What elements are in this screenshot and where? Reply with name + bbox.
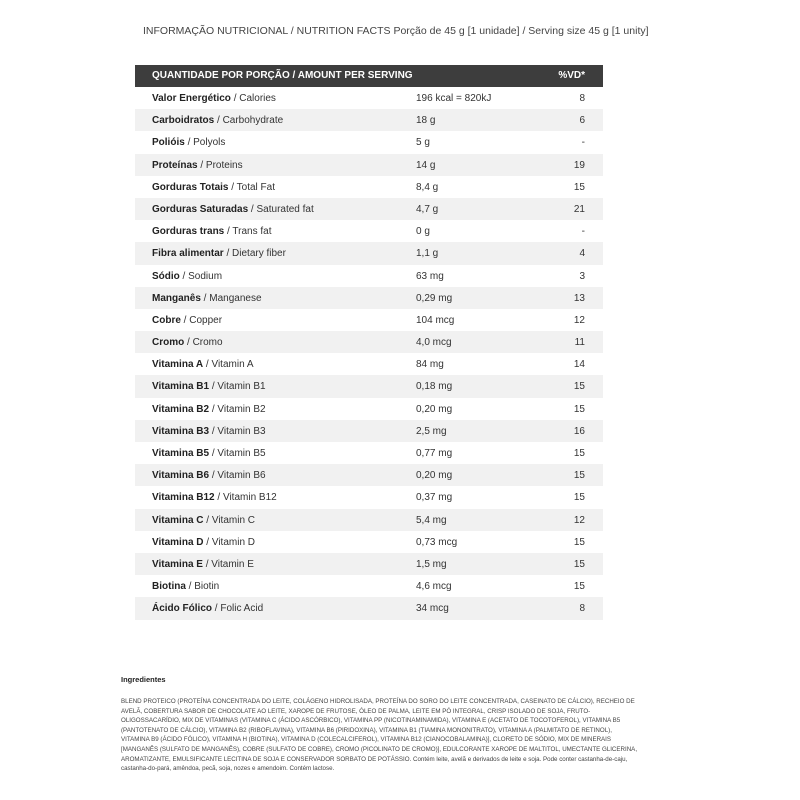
table-row: [135, 509, 603, 531]
nutrient-name-pt: Vitamina B1: [152, 381, 210, 393]
nutrient-name-en: / Vitamin B1: [209, 381, 266, 393]
nutrient-daily-value: 12: [573, 314, 585, 326]
nutrient-name: [152, 381, 266, 392]
nutrient-daily-value: 8: [579, 93, 585, 104]
nutrient-name-en: / Trans fat: [224, 226, 272, 238]
nutrient-amount: 0,20 mg: [416, 470, 453, 482]
nutrient-daily-value: 6: [579, 115, 585, 127]
nutrient-daily-value: 15: [573, 403, 585, 415]
nutrient-daily-value: 14: [573, 359, 585, 371]
nutrient-name-en: / Sodium: [179, 270, 223, 282]
nutrient-daily-value: 8: [579, 603, 585, 615]
nutrient-amount: 4,6 mcg: [416, 581, 452, 593]
table-row: [135, 198, 603, 220]
nutrient-name-pt: Biotina: [152, 581, 186, 593]
nutrient-name: [152, 115, 283, 126]
nutrient-name: [152, 492, 277, 503]
nutrient-name-pt: Gorduras Saturadas: [152, 203, 249, 215]
nutrient-name-pt: Vitamina B5: [152, 448, 210, 459]
nutrient-name-pt: Ácido Fólico: [152, 603, 212, 615]
nutrient-name-pt: Vitamina B12: [152, 492, 215, 504]
nutrient-name-pt: Vitamina B6: [152, 470, 210, 482]
nutrient-name-pt: Sódio: [152, 270, 180, 282]
nutrient-name: [152, 515, 255, 526]
nutrient-amount: 84 mg: [416, 359, 444, 371]
nutrient-daily-value: 3: [579, 270, 585, 282]
nutrient-daily-value: 11: [574, 337, 585, 349]
nutrient-amount: 34 mcg: [416, 603, 449, 615]
nutrient-name-en: / Calories: [230, 93, 276, 104]
nutrient-name-en: / Biotin: [185, 581, 220, 593]
nutrient-amount: 0,18 mg: [416, 381, 453, 393]
nutrient-amount: 0,20 mg: [416, 403, 453, 415]
table-row: [135, 176, 603, 198]
nutrient-name-pt: Vitamina C: [152, 514, 204, 526]
nutrient-name: [152, 603, 263, 614]
table-row: [135, 309, 603, 331]
nutrient-name-en: / Manganese: [200, 292, 262, 304]
nutrient-name-en: / Vitamin B12: [214, 492, 277, 504]
table-row: [135, 287, 603, 309]
nutrient-name: [152, 426, 266, 437]
nutrient-daily-value: 21: [573, 203, 585, 215]
nutrient-name-pt: Valor Energético: [152, 93, 231, 104]
nutrient-name-pt: Proteínas: [152, 159, 198, 171]
nutrient-amount: 1,5 mg: [416, 558, 447, 570]
nutrient-name-en: / Vitamin B6: [209, 470, 266, 482]
nutrient-daily-value: 13: [573, 292, 585, 304]
nutrient-daily-value: 15: [573, 536, 585, 548]
nutrient-name: [152, 448, 266, 459]
nutrient-name-pt: Carboidratos: [152, 115, 215, 127]
nutrient-name-en: / Proteins: [197, 159, 243, 171]
nutrient-daily-value: 15: [573, 470, 585, 482]
nutrient-name-en: / Vitamin D: [203, 536, 255, 548]
ingredients-title: Ingredientes: [121, 675, 166, 684]
header-daily-value: %VD*: [558, 70, 585, 81]
nutrient-name-pt: Gorduras trans: [152, 226, 225, 238]
nutrient-name: [152, 271, 222, 282]
nutrient-daily-value: 15: [573, 492, 585, 504]
nutrient-name-en: / Vitamin E: [202, 558, 254, 570]
nutrient-name-pt: Polióis: [152, 137, 185, 149]
nutrient-name-pt: Vitamina B3: [152, 425, 210, 437]
nutrient-amount: 4,0 mcg: [416, 337, 452, 349]
nutrient-amount: 196 kcal = 820kJ: [416, 93, 492, 104]
nutrient-daily-value: -: [581, 226, 585, 238]
table-row: [135, 442, 603, 464]
nutrient-name: [152, 160, 243, 171]
table-row: [135, 553, 603, 575]
nutrient-daily-value: 15: [573, 381, 585, 393]
nutrient-name-en: / Saturated fat: [248, 203, 314, 215]
nutrient-daily-value: 15: [573, 558, 585, 570]
nutrient-name: [152, 537, 255, 548]
nutrient-name: [152, 293, 262, 304]
nutrient-amount: 5 g: [416, 137, 430, 149]
nutrient-amount: 0 g: [416, 226, 430, 238]
nutrient-amount: 0,73 mcg: [416, 536, 458, 548]
nutrient-name: [152, 248, 286, 259]
nutrient-name-pt: Manganês: [152, 292, 201, 304]
table-header: [135, 65, 603, 87]
table-row: [135, 109, 603, 131]
nutrient-name: [152, 204, 314, 215]
nutrient-name: [152, 559, 254, 570]
nutrient-amount: 104 mcg: [416, 314, 455, 326]
table-row: [135, 486, 603, 508]
nutrient-name-en: / Dietary fiber: [223, 248, 286, 260]
table-row: [135, 154, 603, 176]
nutrient-name: [152, 359, 254, 370]
nutrient-name-pt: Cobre: [152, 314, 181, 326]
nutrient-amount: 0,29 mg: [416, 292, 453, 304]
nutrient-amount: 5,4 mg: [416, 514, 447, 526]
nutrient-daily-value: 16: [573, 425, 585, 437]
header-amount-per-serving: QUANTIDADE POR PORÇÃO / AMOUNT PER SERVING: [152, 70, 413, 81]
nutrient-name-en: / Vitamin C: [203, 514, 255, 526]
nutrient-daily-value: -: [581, 137, 585, 149]
nutrient-name: [152, 93, 276, 104]
nutrient-daily-value: 19: [573, 159, 585, 171]
table-row: [135, 131, 603, 153]
nutrient-name-pt: Fibra alimentar: [152, 248, 224, 260]
table-row: [135, 87, 603, 109]
table-row: [135, 242, 603, 264]
table-row: [135, 265, 603, 287]
nutrient-name: [152, 182, 275, 193]
nutrient-name-en: / Total Fat: [228, 181, 276, 193]
nutrient-amount: 4,7 g: [416, 203, 439, 215]
nutrient-amount: 0,77 mg: [416, 448, 453, 459]
nutrient-name-en: / Cromo: [184, 337, 223, 349]
table-row: [135, 353, 603, 375]
nutrient-amount: 14 g: [416, 159, 436, 171]
nutrient-name: [152, 581, 219, 592]
nutrient-name-en: / Polyols: [184, 137, 226, 149]
ingredients-text: BLEND PROTEICO (PROTEÍNA CONCENTRADA DO LEITE, COLÁGENO HIDROLISADA, PROTEÍNA DO SORO DO LEITE CONCENTRADA, CASEINATO DE CÁLCIO), RECHEIO DE AVELÃ, COBERTURA SABOR DE CHOCOLATE AO LEITE, XAROPE DE FRUTOSE, ÓLEO DE PALMA, LEITE EM PÓ INTEGRAL, CRISP ISOLADO DE SOJA, FRUTO-OLIGOSSACARÍDIO, MIX DE VITAMINAS (VITAMINA C (ÁCIDO ASCÓRBICO), VITAMINA PP (NICOTINAMINAMIDA), VITAMINA E (ACETATO DE TOCOTOFEROL), VITAMINA B5 (PANTOTENATO DE CÁLCIO), VITAMINA B2 (RIBOFLAVINA), VITAMINA B6 (PIRIDOXINA), VITAMINA B1 (TIAMINA MONONITRATO), VITAMINA A (PALMITATO DE RETINOL), VITAMINA B9 (ÁCIDO FÓLICO), VITAMINA H (BIOTINA), VITAMINA D (COLECALCIFEROL), VITAMINA B12 (CIANOCOBALAMINA)], CLORETO DE SÓDIO, MIX DE MINERAIS [MANGANÊS (SULFATO DE MANGANÊS), COBRE (SULFATO DE COBRE), CROMO (PICOLINATO DE CROMO)], EDULCORANTE XAROPE DE MALTITOL, UMECTANTE GLICERINA, AROMATIZANTE, EMULSIFICANTE LECITINA DE SOJA E CONSERVADOR SORBATO DE POTÁSSIO. Contém leite, avelã e derivados de leite e soja. Pode conter castanha-de-caju, castanha-do-pará, amêndoa, pecã, soja, nozes e amendoim. Contém lactose.: [121, 698, 638, 773]
nutrition-facts-table: [135, 65, 603, 620]
nutrient-name: [152, 226, 272, 237]
nutrient-name-pt: Vitamina B2: [152, 403, 210, 415]
nutrient-name: [152, 404, 266, 415]
table-row: [135, 220, 603, 242]
nutrient-amount: 8,4 g: [416, 181, 439, 193]
nutrient-name-pt: Vitamina A: [152, 359, 204, 371]
table-row: [135, 575, 603, 597]
nutrient-name-pt: Gorduras Totais: [152, 181, 229, 193]
nutrient-daily-value: 12: [573, 514, 585, 526]
nutrient-daily-value: 15: [573, 448, 585, 459]
nutrient-name: [152, 470, 266, 481]
nutrient-amount: 63 mg: [416, 270, 444, 282]
nutrient-daily-value: 15: [573, 181, 585, 193]
nutrient-daily-value: 15: [573, 581, 585, 593]
nutrient-name-en: / Vitamin B5: [209, 448, 266, 459]
table-row: [135, 531, 603, 553]
nutrient-name-en: / Vitamin B3: [209, 425, 266, 437]
nutrient-name: [152, 315, 222, 326]
nutrient-name-en: / Vitamin B2: [209, 403, 266, 415]
table-row: [135, 597, 603, 619]
table-row: [135, 420, 603, 442]
table-row: [135, 375, 603, 397]
serving-size-header: INFORMAÇÃO NUTRICIONAL / NUTRITION FACTS Porção de 45 g [1 unidade] / Serving size 45 g [1 unity]: [143, 25, 649, 37]
nutrient-amount: 2,5 mg: [416, 425, 447, 437]
nutrient-name-pt: Vitamina D: [152, 536, 204, 548]
nutrient-name-en: / Folic Acid: [212, 603, 264, 615]
table-row: [135, 331, 603, 353]
nutrient-amount: 18 g: [416, 115, 436, 127]
nutrient-daily-value: 4: [579, 248, 585, 260]
nutrient-name-pt: Vitamina E: [152, 558, 203, 570]
nutrient-name-en: / Vitamin A: [203, 359, 254, 371]
nutrient-name: [152, 137, 225, 148]
nutrient-name-en: / Copper: [180, 314, 223, 326]
table-body: [135, 87, 603, 620]
nutrient-name-en: / Carbohydrate: [214, 115, 284, 127]
nutrient-amount: 1,1 g: [416, 248, 439, 260]
nutrient-amount: 0,37 mg: [416, 492, 453, 504]
table-row: [135, 464, 603, 486]
table-row: [135, 398, 603, 420]
nutrient-name-pt: Cromo: [152, 337, 185, 349]
nutrient-name: [152, 337, 223, 348]
